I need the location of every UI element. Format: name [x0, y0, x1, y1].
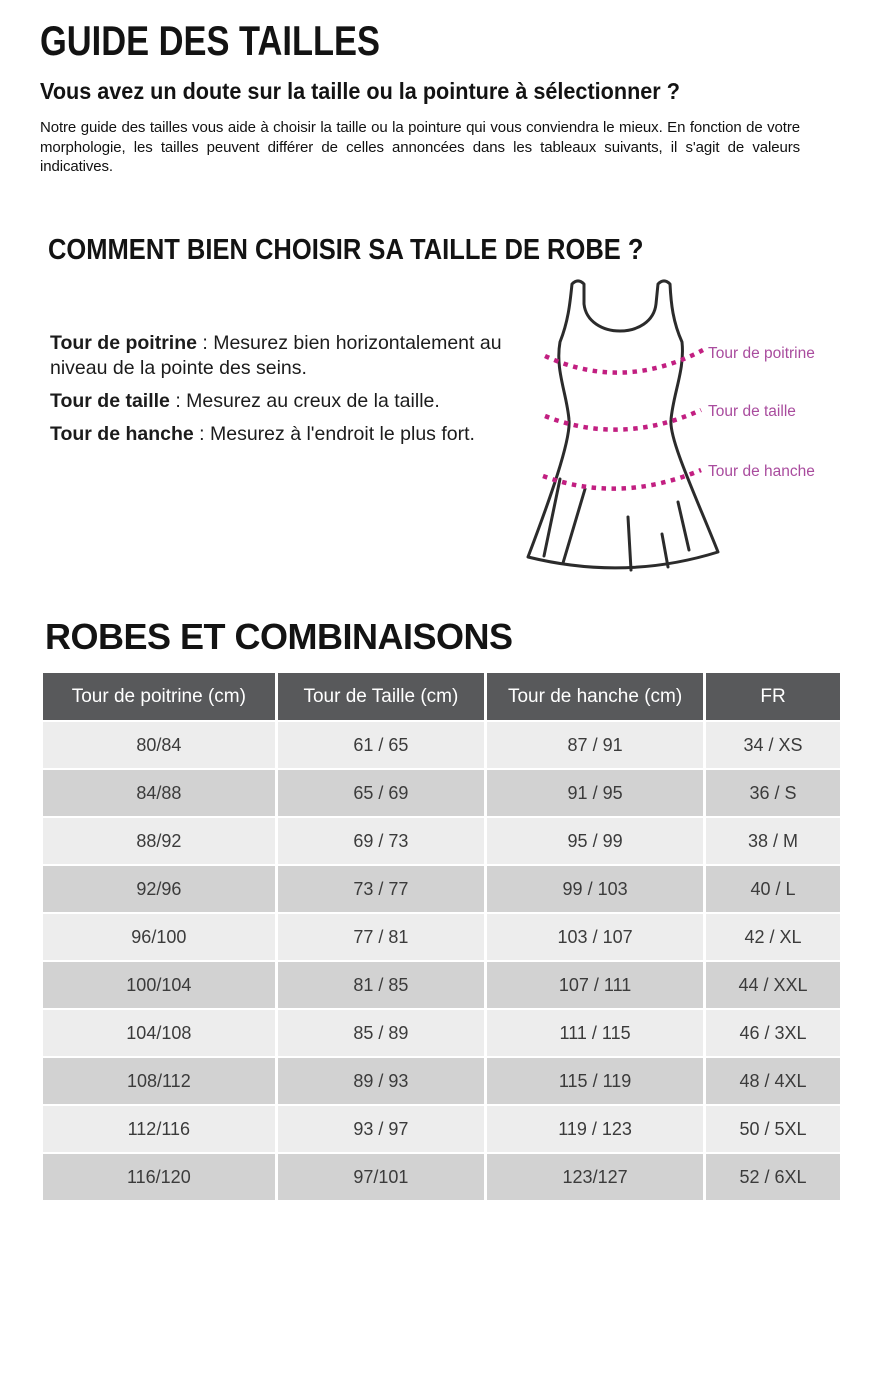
table-cell: 107 / 111	[487, 962, 703, 1008]
table-cell: 46 / 3XL	[706, 1010, 840, 1056]
table-cell: 89 / 93	[278, 1058, 484, 1104]
instruction-text: : Mesurez bien horizontalement au niveau de la pointe des seins.	[50, 332, 502, 380]
table-cell: 34 / XS	[706, 722, 840, 768]
size-table-header	[43, 673, 840, 720]
table-row	[43, 962, 840, 1008]
instruction-term: Tour de poitrine	[50, 332, 197, 355]
size-guide-page	[0, 17, 877, 1202]
table-row	[43, 866, 840, 912]
table-cell: 77 / 81	[278, 914, 484, 960]
table-cell: 50 / 5XL	[706, 1106, 840, 1152]
table-row	[43, 1106, 840, 1152]
table-cell: 69 / 73	[278, 818, 484, 864]
table-row	[43, 914, 840, 960]
table-row	[43, 818, 840, 864]
column-header-taille: Tour de Taille (cm)	[278, 673, 484, 720]
table-cell: 103 / 107	[487, 914, 703, 960]
size-table-body	[43, 722, 840, 1200]
table-cell: 96/100	[43, 914, 275, 960]
diagram-label-hanche: Tour de hanche	[708, 463, 815, 481]
table-cell: 61 / 65	[278, 722, 484, 768]
table-cell: 95 / 99	[487, 818, 703, 864]
table-row	[43, 770, 840, 816]
table-cell: 112/116	[43, 1106, 275, 1152]
size-table	[40, 671, 843, 1202]
table-cell: 44 / XXL	[706, 962, 840, 1008]
table-cell: 88/92	[43, 818, 275, 864]
how-to-heading: COMMENT BIEN CHOISIR SA TAILLE DE ROBE ?	[48, 233, 644, 266]
table-cell: 97/101	[278, 1154, 484, 1200]
table-cell: 119 / 123	[487, 1106, 703, 1152]
measurement-instructions	[50, 331, 550, 455]
table-cell: 40 / L	[706, 866, 840, 912]
page-subtitle: Vous avez un doute sur la taille ou la pointure à sélectionner ?	[40, 78, 680, 104]
measure-section	[40, 274, 837, 586]
dress-diagram	[505, 274, 850, 576]
diagram-label-poitrine: Tour de poitrine	[708, 345, 815, 363]
table-cell: 84/88	[43, 770, 275, 816]
instruction-item-poitrine	[50, 331, 550, 381]
table-cell: 80/84	[43, 722, 275, 768]
instruction-term: Tour de taille	[50, 390, 170, 413]
table-cell: 48 / 4XL	[706, 1058, 840, 1104]
table-cell: 38 / M	[706, 818, 840, 864]
table-cell: 93 / 97	[278, 1106, 484, 1152]
table-row	[43, 1010, 840, 1056]
instruction-item-taille	[50, 389, 550, 414]
table-row	[43, 1058, 840, 1104]
column-header-hanche: Tour de hanche (cm)	[487, 673, 703, 720]
table-cell: 36 / S	[706, 770, 840, 816]
instruction-term: Tour de hanche	[50, 423, 194, 446]
table-cell: 116/120	[43, 1154, 275, 1200]
instruction-item-hanche	[50, 422, 550, 447]
table-cell: 99 / 103	[487, 866, 703, 912]
table-row	[43, 722, 840, 768]
table-cell: 91 / 95	[487, 770, 703, 816]
dress-illustration-icon	[505, 274, 850, 576]
table-cell: 100/104	[43, 962, 275, 1008]
column-header-fr: FR	[706, 673, 840, 720]
instruction-text: : Mesurez au creux de la taille.	[169, 390, 440, 413]
table-cell: 115 / 119	[487, 1058, 703, 1104]
table-cell: 87 / 91	[487, 722, 703, 768]
table-cell: 42 / XL	[706, 914, 840, 960]
table-cell: 52 / 6XL	[706, 1154, 840, 1200]
table-row	[43, 1154, 840, 1200]
table-cell: 104/108	[43, 1010, 275, 1056]
instruction-text: : Mesurez à l'endroit le plus fort.	[193, 423, 475, 446]
diagram-label-taille: Tour de taille	[708, 403, 796, 421]
intro-paragraph: Notre guide des tailles vous aide à choisir la taille ou la pointure qui vous conviendra le mieux. En fonction de votre morphologie, les tailles peuvent différer de celles annoncées dans les tableaux suivants, il s'agit de valeurs indicatives.	[40, 119, 800, 176]
table-cell: 73 / 77	[278, 866, 484, 912]
table-heading: ROBES ET COMBINAISONS	[45, 616, 513, 658]
table-cell: 111 / 115	[487, 1010, 703, 1056]
table-cell: 81 / 85	[278, 962, 484, 1008]
page-title: GUIDE DES TAILLES	[40, 17, 380, 64]
table-cell: 123/127	[487, 1154, 703, 1200]
table-cell: 92/96	[43, 866, 275, 912]
table-cell: 108/112	[43, 1058, 275, 1104]
table-cell: 85 / 89	[278, 1010, 484, 1056]
column-header-poitrine: Tour de poitrine (cm)	[43, 673, 275, 720]
table-cell: 65 / 69	[278, 770, 484, 816]
